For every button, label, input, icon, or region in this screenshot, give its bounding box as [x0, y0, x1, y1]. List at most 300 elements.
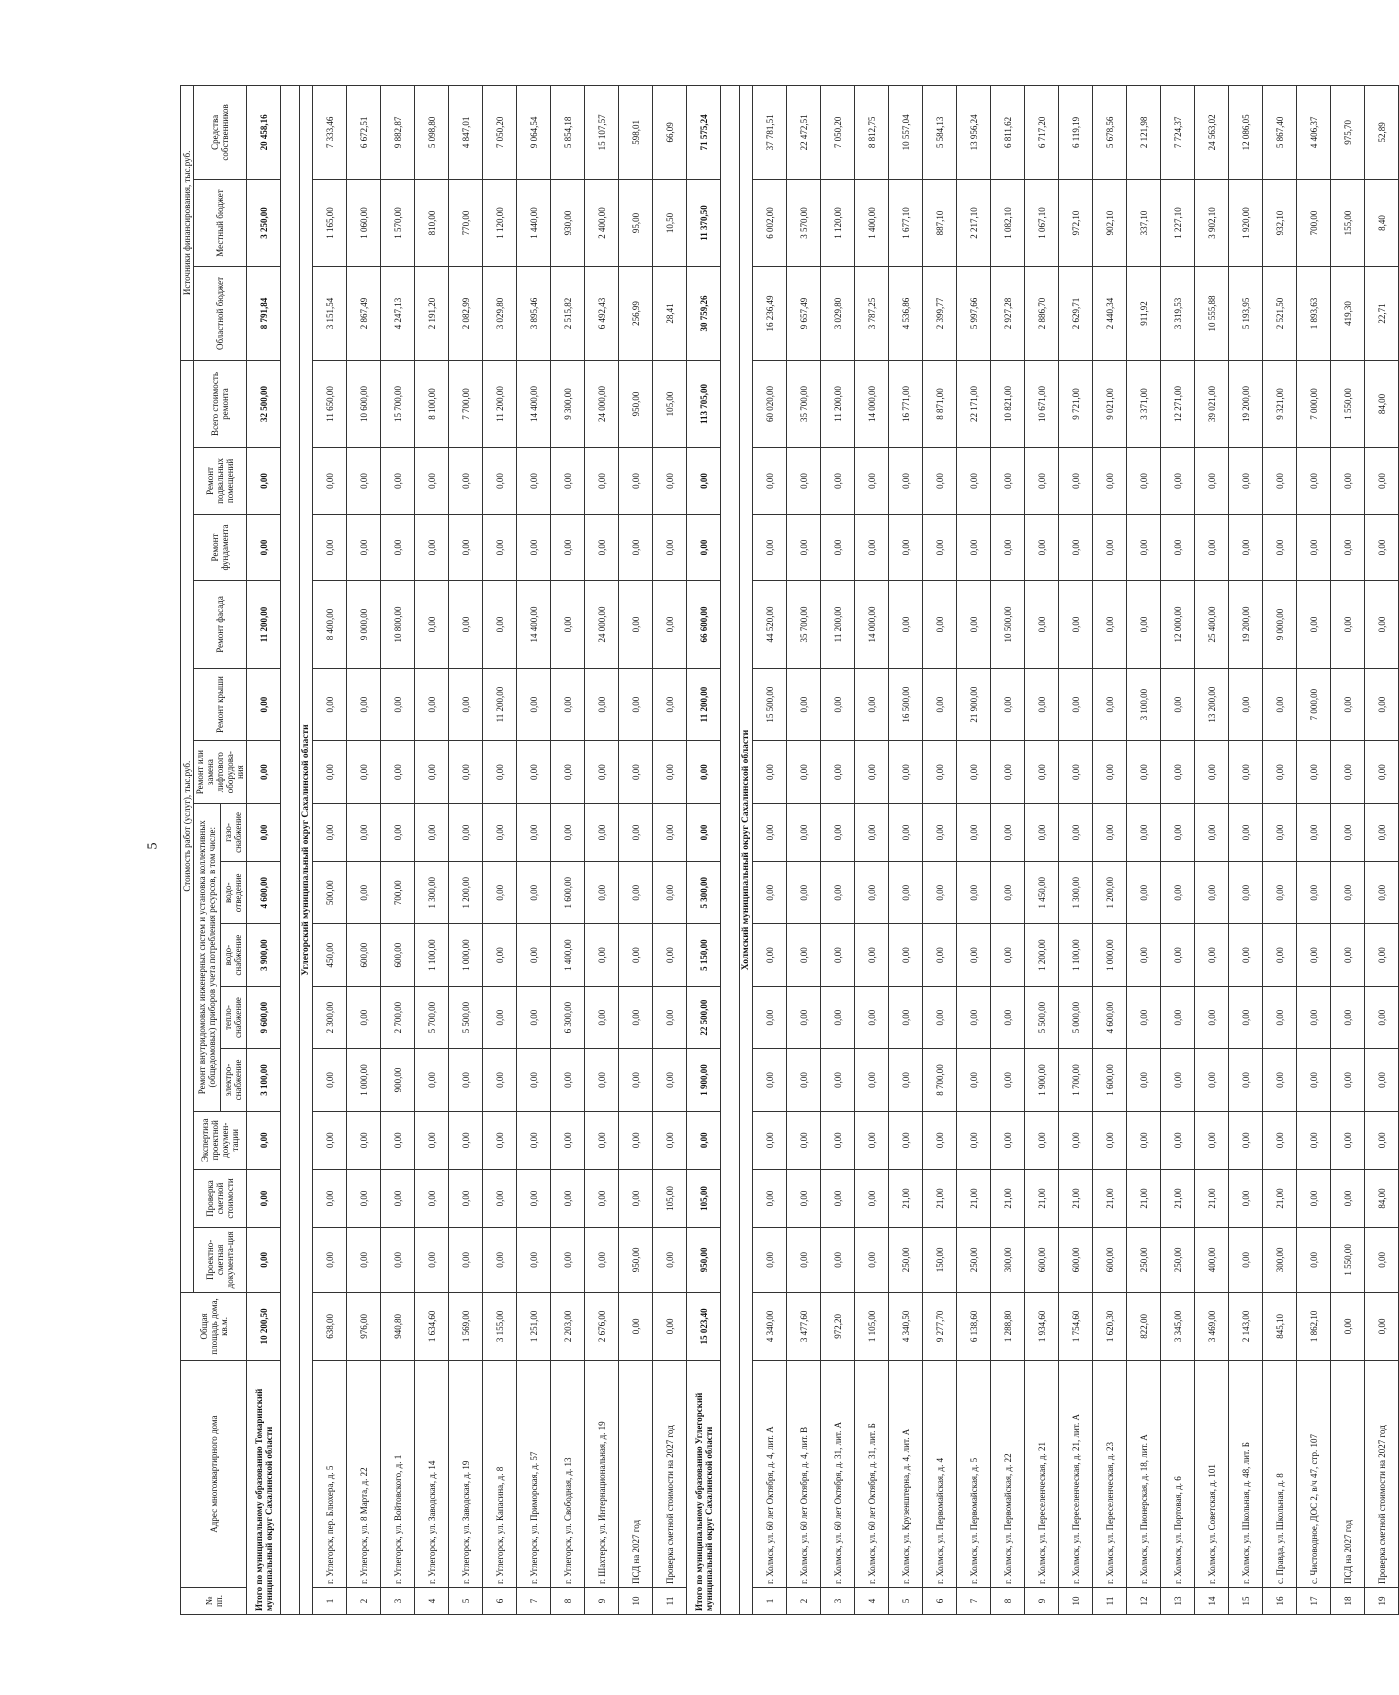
- row-cell: 2 629,71: [1059, 267, 1093, 361]
- row-cell: 0,00: [957, 862, 991, 924]
- section-title-row: [300, 86, 313, 1615]
- total-cell: 9 600,00: [247, 986, 281, 1048]
- row-cell: 0,00: [1229, 741, 1263, 803]
- row-cell: 9 021,00: [1093, 360, 1127, 447]
- header-basement: Ремонт подвальных помещений: [194, 448, 247, 515]
- row-cell: 0,00: [855, 803, 889, 861]
- row-cell: 0,00: [313, 1111, 347, 1169]
- row-cell: 250,00: [889, 1228, 923, 1292]
- row-cell: 105,00: [653, 1169, 687, 1227]
- row-cell: 975,70: [1331, 86, 1365, 180]
- row-cell: 21,00: [923, 1169, 957, 1227]
- row-cell: 0,00: [1365, 1292, 1399, 1361]
- row-cell: 3 570,00: [787, 179, 821, 266]
- row-cell: 0,00: [347, 741, 381, 803]
- row-address: ПСД на 2027 год: [1331, 1361, 1365, 1588]
- row-cell: 400,00: [1195, 1228, 1229, 1292]
- row-cell: 0,00: [821, 1169, 855, 1227]
- row-cell: 0,00: [313, 1169, 347, 1227]
- table-row: [1127, 86, 1161, 1615]
- row-cell: 9 300,00: [551, 360, 585, 447]
- row-cell: 1 120,00: [821, 179, 855, 266]
- row-cell: 0,00: [347, 1169, 381, 1227]
- row-cell: 4 340,50: [889, 1292, 923, 1361]
- row-cell: 0,00: [923, 1111, 957, 1169]
- row-address: г. Холмск, ул. Пионерская, д. 18, лит. А: [1127, 1361, 1161, 1588]
- row-cell: 0,00: [787, 741, 821, 803]
- row-cell: 95,00: [619, 179, 653, 266]
- row-cell: 0,00: [1229, 986, 1263, 1048]
- row-cell: 2 676,00: [585, 1292, 619, 1361]
- row-cell: 21,00: [1195, 1169, 1229, 1227]
- row-address: г. Углегорск, ул. Приморская, д. 57: [517, 1361, 551, 1588]
- total-cell: 8 791,84: [247, 267, 281, 361]
- row-cell: 1 000,00: [449, 924, 483, 986]
- row-cell: 0,00: [517, 1049, 551, 1111]
- row-cell: 66,09: [653, 86, 687, 180]
- row-cell: 5 700,00: [415, 986, 449, 1048]
- total-cell: 0,00: [687, 514, 721, 581]
- row-cell: 0,00: [991, 668, 1025, 741]
- row-cell: 0,00: [753, 1111, 787, 1169]
- row-cell: 0,00: [653, 862, 687, 924]
- row-cell: 0,00: [517, 986, 551, 1048]
- header-area: Общая площадь дома, кв.м.: [181, 1292, 247, 1361]
- repair-cost-table: [180, 85, 1399, 1615]
- row-cell: 1 450,00: [1025, 862, 1059, 924]
- row-cell: 7 700,00: [449, 360, 483, 447]
- row-cell: 44 520,00: [753, 581, 787, 668]
- table-row: [787, 86, 821, 1615]
- row-number: 3: [821, 1587, 855, 1614]
- row-cell: 0,00: [517, 741, 551, 803]
- row-cell: 932,10: [1263, 179, 1297, 266]
- row-cell: 5 500,00: [1025, 986, 1059, 1048]
- row-cell: 600,00: [381, 924, 415, 986]
- row-cell: 84,00: [1365, 1169, 1399, 1227]
- row-cell: 598,01: [619, 86, 653, 180]
- row-cell: 0,00: [653, 1228, 687, 1292]
- row-cell: 1 934,60: [1025, 1292, 1059, 1361]
- row-cell: 0,00: [1059, 741, 1093, 803]
- row-cell: 0,00: [483, 1228, 517, 1292]
- total-cell: 0,00: [247, 1111, 281, 1169]
- row-cell: 0,00: [1127, 741, 1161, 803]
- row-cell: 0,00: [821, 741, 855, 803]
- row-cell: 9 000,00: [347, 581, 381, 668]
- row-cell: 10,50: [653, 179, 687, 266]
- row-cell: 419,30: [1331, 267, 1365, 361]
- row-cell: 6 300,00: [551, 986, 585, 1048]
- row-cell: 0,00: [1127, 1111, 1161, 1169]
- row-address: с. Чистоводное, ДОС 2, в/ч 47, стр. 107: [1297, 1361, 1331, 1588]
- row-address: г. Углегорск, ул. Заводская, д. 14: [415, 1361, 449, 1588]
- row-cell: 0,00: [821, 668, 855, 741]
- row-cell: 0,00: [1297, 986, 1331, 1048]
- row-cell: 0,00: [1127, 924, 1161, 986]
- row-address: Проверка сметной стоимости на 2027 год: [1365, 1361, 1399, 1588]
- row-cell: 0,00: [787, 668, 821, 741]
- row-cell: 0,00: [1297, 741, 1331, 803]
- row-cell: 1 700,00: [1059, 1049, 1093, 1111]
- row-cell: 0,00: [855, 1111, 889, 1169]
- row-cell: 0,00: [889, 862, 923, 924]
- row-cell: 0,00: [787, 924, 821, 986]
- row-cell: 1 677,10: [889, 179, 923, 266]
- row-cell: 0,00: [551, 514, 585, 581]
- row-number: 11: [1093, 1587, 1127, 1614]
- row-cell: 28,41: [653, 267, 687, 361]
- row-cell: 0,00: [923, 862, 957, 924]
- row-cell: 0,00: [483, 924, 517, 986]
- row-cell: 0,00: [653, 1111, 687, 1169]
- row-cell: 22,71: [1365, 267, 1399, 361]
- row-address: г. Холмск, ул. 60 лет Октября, д. 4, лит. В: [787, 1361, 821, 1588]
- row-cell: 0,00: [347, 862, 381, 924]
- row-cell: 0,00: [347, 1111, 381, 1169]
- row-cell: 14 400,00: [517, 360, 551, 447]
- row-cell: 0,00: [1093, 1111, 1127, 1169]
- row-cell: 0,00: [313, 741, 347, 803]
- row-cell: 150,00: [923, 1228, 957, 1292]
- row-address: г. Холмск, ул. Первомайская, д. 4: [923, 1361, 957, 1588]
- row-cell: 2 400,00: [585, 179, 619, 266]
- row-cell: 15 500,00: [753, 668, 787, 741]
- row-cell: 0,00: [1127, 1049, 1161, 1111]
- row-cell: 0,00: [991, 741, 1025, 803]
- row-cell: 1 550,00: [1331, 360, 1365, 447]
- total-cell: 30 759,26: [687, 267, 721, 361]
- row-cell: 0,00: [753, 924, 787, 986]
- row-cell: 0,00: [1365, 924, 1399, 986]
- row-address: г. Холмск, ул. Первомайская, д. 22: [991, 1361, 1025, 1588]
- row-cell: 0,00: [619, 668, 653, 741]
- row-cell: 600,00: [1025, 1228, 1059, 1292]
- total-cell: 3 100,00: [247, 1049, 281, 1111]
- row-address: Проверка сметной стоимости на 2027 год: [653, 1361, 687, 1588]
- row-cell: 0,00: [1195, 1049, 1229, 1111]
- row-cell: 0,00: [653, 448, 687, 515]
- row-cell: 3 371,00: [1127, 360, 1161, 447]
- total-cell: 32 500,00: [247, 360, 281, 447]
- row-cell: 0,00: [313, 1049, 347, 1111]
- total-cell: 5 300,00: [687, 862, 721, 924]
- row-cell: 25 400,00: [1195, 581, 1229, 668]
- row-cell: 0,00: [585, 1228, 619, 1292]
- row-number: 7: [957, 1587, 991, 1614]
- row-cell: 0,00: [1263, 986, 1297, 1048]
- row-cell: 972,10: [1059, 179, 1093, 266]
- table-row: [889, 86, 923, 1615]
- row-cell: 0,00: [619, 803, 653, 861]
- row-cell: 0,00: [381, 514, 415, 581]
- row-cell: 21,00: [889, 1169, 923, 1227]
- row-cell: 0,00: [347, 668, 381, 741]
- row-cell: 0,00: [619, 1049, 653, 1111]
- row-cell: 0,00: [923, 668, 957, 741]
- row-cell: 0,00: [1195, 448, 1229, 515]
- row-cell: 0,00: [1297, 862, 1331, 924]
- table-row: [855, 86, 889, 1615]
- row-cell: 24 000,00: [585, 581, 619, 668]
- row-cell: 19 200,00: [1229, 581, 1263, 668]
- row-cell: 2 521,50: [1263, 267, 1297, 361]
- row-address: г. Шахтерск, ул. Интернациональная, д. 19: [585, 1361, 619, 1588]
- row-cell: 2 143,00: [1229, 1292, 1263, 1361]
- total-cell: 0,00: [247, 803, 281, 861]
- row-cell: 0,00: [1195, 986, 1229, 1048]
- row-cell: 300,00: [1263, 1228, 1297, 1292]
- row-cell: 2 927,28: [991, 267, 1025, 361]
- row-cell: 0,00: [957, 803, 991, 861]
- row-cell: 2 217,10: [957, 179, 991, 266]
- row-cell: 0,00: [1229, 862, 1263, 924]
- row-cell: 0,00: [1195, 741, 1229, 803]
- row-cell: 5 500,00: [449, 986, 483, 1048]
- row-cell: 0,00: [1297, 803, 1331, 861]
- spacer-row: [721, 86, 740, 1615]
- row-cell: 0,00: [415, 741, 449, 803]
- header-roof: Ремонт крыши: [194, 668, 247, 741]
- row-cell: 0,00: [753, 1049, 787, 1111]
- table-row: [1263, 86, 1297, 1615]
- total-cell: 0,00: [247, 1169, 281, 1227]
- row-cell: 0,00: [855, 986, 889, 1048]
- row-cell: 810,00: [415, 179, 449, 266]
- row-cell: 9 321,00: [1263, 360, 1297, 447]
- row-cell: 0,00: [1161, 924, 1195, 986]
- total-cell: 11 200,00: [687, 668, 721, 741]
- row-cell: 0,00: [1059, 1111, 1093, 1169]
- row-cell: 0,00: [1297, 448, 1331, 515]
- row-address: с. Правда, ул. Школьная, д. 8: [1263, 1361, 1297, 1588]
- total-cell: 0,00: [687, 741, 721, 803]
- header-facade: Ремонт фасада: [194, 581, 247, 668]
- row-cell: 0,00: [1195, 514, 1229, 581]
- total-cell: 0,00: [687, 1111, 721, 1169]
- row-cell: 21,00: [957, 1169, 991, 1227]
- row-cell: 4 536,86: [889, 267, 923, 361]
- row-cell: 0,00: [551, 1169, 585, 1227]
- total-cell: 0,00: [687, 448, 721, 515]
- row-cell: 0,00: [923, 741, 957, 803]
- total-cell: 4 600,00: [247, 862, 281, 924]
- row-cell: 0,00: [1331, 668, 1365, 741]
- total-cell: 3 900,00: [247, 924, 281, 986]
- header-gas: газо-снабжение: [220, 803, 247, 861]
- row-cell: 0,00: [483, 1049, 517, 1111]
- row-cell: 0,00: [821, 986, 855, 1048]
- row-cell: 0,00: [517, 1228, 551, 1292]
- header-water: водо-снабжение: [220, 924, 247, 986]
- row-cell: 0,00: [821, 924, 855, 986]
- row-cell: 1 893,63: [1297, 267, 1331, 361]
- row-cell: 0,00: [551, 1111, 585, 1169]
- row-cell: 0,00: [1229, 924, 1263, 986]
- total-label: Итого по муниципальному образованию Углегорский муниципальный округ Сахалинской области: [687, 1361, 721, 1615]
- row-cell: 950,00: [619, 360, 653, 447]
- table-row: [957, 86, 991, 1615]
- row-cell: 0,00: [1093, 803, 1127, 861]
- row-cell: 0,00: [1059, 448, 1093, 515]
- row-cell: 2 515,82: [551, 267, 585, 361]
- row-cell: 0,00: [1331, 803, 1365, 861]
- row-cell: 0,00: [1331, 741, 1365, 803]
- row-cell: 0,00: [653, 803, 687, 861]
- row-cell: 0,00: [1025, 668, 1059, 741]
- row-cell: 1 082,10: [991, 179, 1025, 266]
- row-address: г. Углегорск, ул. Заводская, д. 19: [449, 1361, 483, 1588]
- row-cell: 0,00: [1161, 986, 1195, 1048]
- row-cell: 0,00: [1093, 514, 1127, 581]
- row-cell: 0,00: [1195, 924, 1229, 986]
- row-cell: 0,00: [889, 581, 923, 668]
- total-label: Итого по муниципальному образованию Томаринский муниципальный округ Сахалинской области: [247, 1361, 281, 1615]
- row-cell: 0,00: [753, 803, 787, 861]
- row-cell: 3 029,80: [821, 267, 855, 361]
- header-cost-group: Стоимость работ (услуг), тыс.руб.: [181, 360, 194, 1292]
- row-cell: 2 700,00: [381, 986, 415, 1048]
- row-address: г. Углегорск, пер. Блюхера, д. 5: [313, 1361, 347, 1588]
- row-cell: 24 563,02: [1195, 86, 1229, 180]
- total-cell: 5 150,00: [687, 924, 721, 986]
- row-cell: 0,00: [1331, 514, 1365, 581]
- row-cell: 0,00: [585, 1049, 619, 1111]
- row-cell: 250,00: [957, 1228, 991, 1292]
- row-cell: 7 000,00: [1297, 668, 1331, 741]
- row-number: 1: [313, 1587, 347, 1614]
- row-cell: 0,00: [1297, 1169, 1331, 1227]
- row-cell: 0,00: [1229, 803, 1263, 861]
- row-cell: 1 569,00: [449, 1292, 483, 1361]
- row-cell: 0,00: [449, 803, 483, 861]
- row-cell: 0,00: [551, 1228, 585, 1292]
- row-cell: 0,00: [753, 1228, 787, 1292]
- header-expert: Экспертиза проектной докумен-тации: [194, 1111, 247, 1169]
- row-cell: 0,00: [619, 448, 653, 515]
- row-address: г. Холмск, ул. Школьная, д. 48, лит. Б: [1229, 1361, 1263, 1588]
- row-cell: 0,00: [1331, 1292, 1365, 1361]
- row-cell: 10 500,00: [991, 581, 1025, 668]
- row-cell: 15 700,00: [381, 360, 415, 447]
- row-number: 8: [551, 1587, 585, 1614]
- row-cell: 0,00: [381, 1228, 415, 1292]
- row-cell: 37 781,51: [753, 86, 787, 180]
- row-cell: 0,00: [855, 448, 889, 515]
- row-cell: 976,00: [347, 1292, 381, 1361]
- row-cell: 0,00: [415, 668, 449, 741]
- row-cell: 0,00: [1059, 668, 1093, 741]
- row-cell: 0,00: [991, 1049, 1025, 1111]
- spacer-row: [281, 86, 300, 1615]
- row-cell: 3 469,00: [1195, 1292, 1229, 1361]
- row-cell: 21,00: [1059, 1169, 1093, 1227]
- row-cell: 600,00: [1059, 1228, 1093, 1292]
- row-cell: 0,00: [1229, 1111, 1263, 1169]
- row-number: 2: [347, 1587, 381, 1614]
- row-cell: 39 021,00: [1195, 360, 1229, 447]
- row-cell: 0,00: [1161, 668, 1195, 741]
- row-cell: 0,00: [483, 803, 517, 861]
- total-cell: 0,00: [247, 514, 281, 581]
- row-cell: 0,00: [1127, 581, 1161, 668]
- row-cell: 0,00: [1331, 924, 1365, 986]
- row-address: г. Холмск, ул. Переселенческая, д. 21: [1025, 1361, 1059, 1588]
- row-cell: 0,00: [991, 924, 1025, 986]
- row-cell: 0,00: [483, 986, 517, 1048]
- row-cell: 0,00: [517, 862, 551, 924]
- table-row: [585, 86, 619, 1615]
- row-cell: 0,00: [653, 668, 687, 741]
- row-cell: 0,00: [753, 448, 787, 515]
- row-cell: 0,00: [855, 924, 889, 986]
- row-cell: 0,00: [313, 448, 347, 515]
- row-cell: 0,00: [821, 514, 855, 581]
- table-row: [347, 86, 381, 1615]
- row-cell: 1 920,00: [1229, 179, 1263, 266]
- row-cell: 21 900,00: [957, 668, 991, 741]
- row-number: 9: [1025, 1587, 1059, 1614]
- row-cell: 21,00: [1127, 1169, 1161, 1227]
- row-cell: 0,00: [1297, 1228, 1331, 1292]
- header-elec: электро-снабжение: [220, 1049, 247, 1111]
- row-cell: 0,00: [483, 448, 517, 515]
- row-number: 6: [923, 1587, 957, 1614]
- row-cell: 0,00: [619, 1169, 653, 1227]
- row-cell: 0,00: [889, 924, 923, 986]
- row-cell: 9 277,70: [923, 1292, 957, 1361]
- section-title-row: [740, 86, 753, 1615]
- row-cell: 770,00: [449, 179, 483, 266]
- row-cell: 35 700,00: [787, 581, 821, 668]
- row-number: 8: [991, 1587, 1025, 1614]
- row-cell: 845,10: [1263, 1292, 1297, 1361]
- row-cell: 0,00: [551, 741, 585, 803]
- row-cell: 0,00: [449, 581, 483, 668]
- table-row: [1059, 86, 1093, 1615]
- row-cell: 950,00: [619, 1228, 653, 1292]
- row-cell: 5 854,18: [551, 86, 585, 180]
- row-cell: 5 193,95: [1229, 267, 1263, 361]
- row-cell: 0,00: [1331, 1111, 1365, 1169]
- row-number: 10: [619, 1587, 653, 1614]
- row-cell: 0,00: [1365, 668, 1399, 741]
- row-cell: 0,00: [1025, 514, 1059, 581]
- row-cell: 0,00: [1331, 862, 1365, 924]
- row-cell: 0,00: [517, 924, 551, 986]
- row-cell: 0,00: [957, 986, 991, 1048]
- row-cell: 1 120,00: [483, 179, 517, 266]
- row-cell: 0,00: [787, 803, 821, 861]
- total-cell: 66 600,00: [687, 581, 721, 668]
- row-cell: 14 000,00: [855, 360, 889, 447]
- row-cell: 1 060,00: [347, 179, 381, 266]
- row-cell: 21,00: [1025, 1169, 1059, 1227]
- row-cell: 0,00: [653, 1049, 687, 1111]
- row-cell: 2 886,70: [1025, 267, 1059, 361]
- row-cell: 11 200,00: [483, 360, 517, 447]
- row-cell: 0,00: [1331, 581, 1365, 668]
- row-cell: 0,00: [449, 1049, 483, 1111]
- total-cell: 950,00: [687, 1228, 721, 1292]
- row-cell: 6 492,43: [585, 267, 619, 361]
- total-cell: 0,00: [247, 1228, 281, 1292]
- header-heat: тепло-снабжение: [220, 986, 247, 1048]
- row-cell: 0,00: [889, 1111, 923, 1169]
- row-cell: 0,00: [1263, 668, 1297, 741]
- table-row: [517, 86, 551, 1615]
- row-address: г. Холмск, ул. Переселенческая, д. 21, лит. А: [1059, 1361, 1093, 1588]
